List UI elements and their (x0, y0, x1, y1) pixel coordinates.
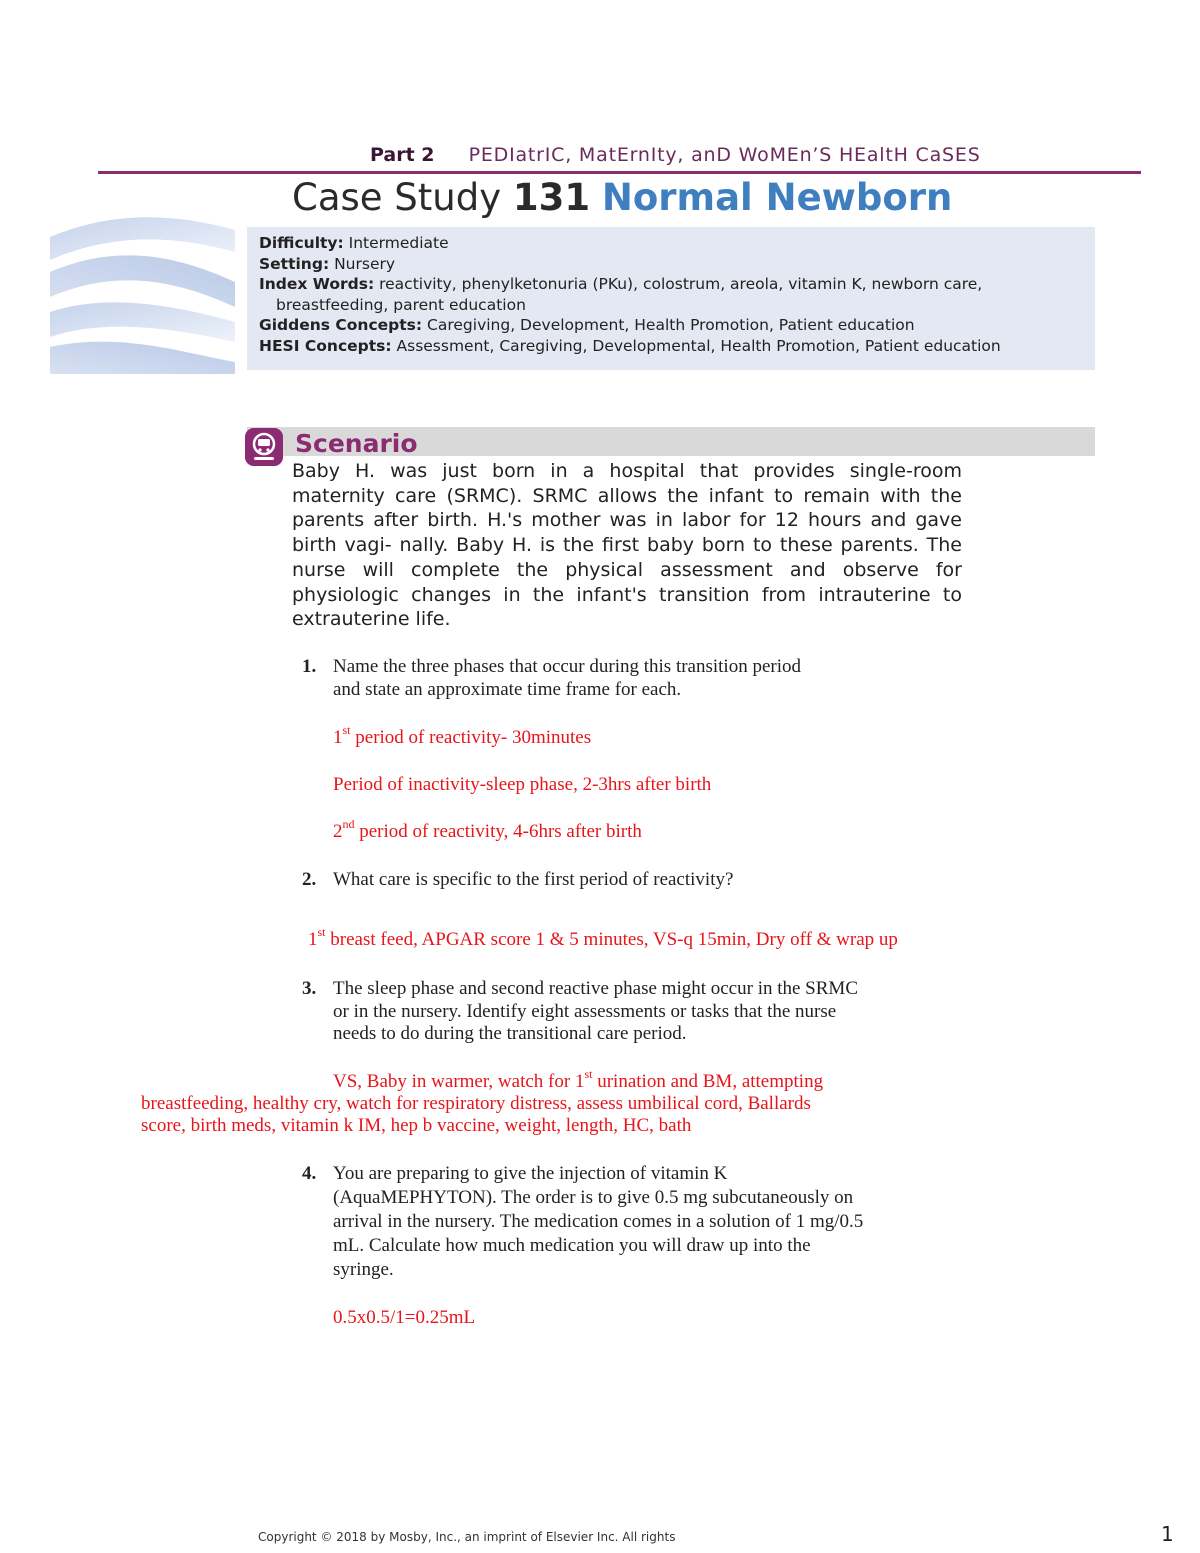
q1-answer-3-ordinal: 2 (333, 821, 343, 842)
q4-line3: arrival in the nursery. The medication comes in a solution of 1 mg/0.5 (333, 1211, 864, 1232)
q1-answer-2: Period of inactivity-sleep phase, 2-3hrs after birth (333, 774, 712, 795)
q3-line2: or in the nursery. Identify eight assessments or tasks that the nurse (333, 1001, 837, 1022)
q3-answer-line2: breastfeeding, healthy cry, watch for respiratory distress, assess umbilical cord, Ballards (141, 1093, 811, 1114)
hesi-label: HESI Concepts: (259, 336, 392, 355)
q4-line5: syringe. (333, 1259, 394, 1280)
q4-line2: (AquaMEPHYTON). The order is to give 0.5 mg subcutaneously on (333, 1187, 854, 1208)
q4-answer: 0.5x0.5/1=0.25mL (333, 1307, 476, 1328)
scenario-heading: Scenario (295, 429, 418, 458)
header-rule (98, 171, 1141, 174)
q3-answer-line1-suffix: st (584, 1066, 593, 1081)
q4-number: 4. (302, 1163, 317, 1184)
part-label: Part 2 (370, 144, 435, 166)
running-header (370, 144, 1100, 166)
scenario-icon (245, 428, 283, 466)
q3-number: 3. (302, 978, 317, 999)
q2-number: 2. (302, 869, 317, 890)
page-number: 1 (1161, 1522, 1174, 1546)
q1-answer-3-text: period of reactivity, 4-6hrs after birth (354, 821, 642, 842)
giddens-value: Caregiving, Development, Health Promotion, Patient education (427, 316, 915, 334)
q1-line1: Name the three phases that occur during this transition period (333, 656, 802, 677)
q4-line4: mL. Calculate how much medication you will draw up into the (333, 1235, 811, 1256)
scenario-text: Baby H. was just born in a hospital that provides single-room maternity care (SRMC). SRMC allows the infant to remain with the parents after birth. H.'s mother was in labor for 12 hours and gave birth vagi- nally. Baby H. is the first baby born to these parents. The nurse will complete the physical assessment and observe for physiologic changes in the infant's transition from intrauterine to extrauterine life. (292, 460, 962, 631)
difficulty-label: Difficulty: (259, 234, 344, 252)
q3-answer-line1-end: urination and BM, attempting (592, 1071, 824, 1092)
q2-answer-text: breast feed, APGAR score 1 & 5 minutes, VS-q 15min, Dry off & wrap up (325, 929, 898, 950)
q2-answer-suffix: st (317, 924, 326, 939)
q3-line1: The sleep phase and second reactive phase might occur in the SRMC (333, 978, 858, 999)
case-topic: Normal Newborn (601, 176, 953, 219)
q2-line1: What care is specific to the first period of reactivity? (333, 869, 734, 890)
q3-answer-line1-start: VS, Baby in warmer, watch for 1 (333, 1071, 585, 1092)
q1-answer-1 (333, 722, 592, 749)
hesi-row (259, 336, 1083, 357)
q1-answer-3 (333, 816, 642, 843)
q1-number: 1. (302, 656, 317, 677)
q1-line2: and state an approximate time frame for each. (333, 679, 682, 700)
q1-answer-1-ordinal: 1 (333, 727, 343, 748)
q3-line3: needs to do during the transitional care period. (333, 1023, 687, 1044)
q3-answer-line3: score, birth meds, vitamin k IM, hep b vaccine, weight, length, HC, bath (141, 1115, 692, 1136)
q1-answer-1-suffix: st (342, 722, 351, 737)
index-words-row (259, 274, 1083, 295)
case-number: 131 (512, 176, 591, 219)
case-info-box (247, 227, 1095, 370)
index-words-value: reactivity, phenylketonuria (PKu), colostrum, areola, vitamin K, newborn care, (379, 275, 983, 293)
copyright-footer: Copyright © 2018 by Mosby, Inc., an imprint of Elsevier Inc. All rights (258, 1530, 676, 1544)
setting-label: Setting: (259, 254, 330, 273)
q4-line1: You are preparing to give the injection of vitamin K (333, 1163, 728, 1184)
title-prefix: Case Study (292, 176, 502, 219)
giddens-label: Giddens Concepts: (259, 316, 423, 334)
q1-answer-1-text: period of reactivity- 30minutes (350, 727, 592, 748)
setting-value: Nursery (334, 254, 396, 273)
q1-answer-3-suffix: nd (342, 816, 355, 831)
index-words-label: Index Words: (259, 275, 375, 293)
part-title: PEDIatrIC, MatErnIty, anD WoMEn’S HEaltH CaSES (468, 144, 981, 166)
giddens-row (259, 315, 1083, 336)
setting-row (259, 254, 1083, 275)
q2-answer (308, 924, 898, 951)
page-title (292, 176, 952, 219)
q2-answer-ordinal: 1 (308, 929, 318, 950)
hesi-value: Assessment, Caregiving, Developmental, Health Promotion, Patient education (396, 336, 1001, 355)
index-words-continuation: breastfeeding, parent education (276, 295, 526, 314)
decorative-ribbon-graphic (50, 212, 235, 374)
difficulty-value: Intermediate (348, 234, 449, 252)
difficulty-row (259, 233, 1083, 254)
q3-answer-line1 (333, 1066, 824, 1093)
